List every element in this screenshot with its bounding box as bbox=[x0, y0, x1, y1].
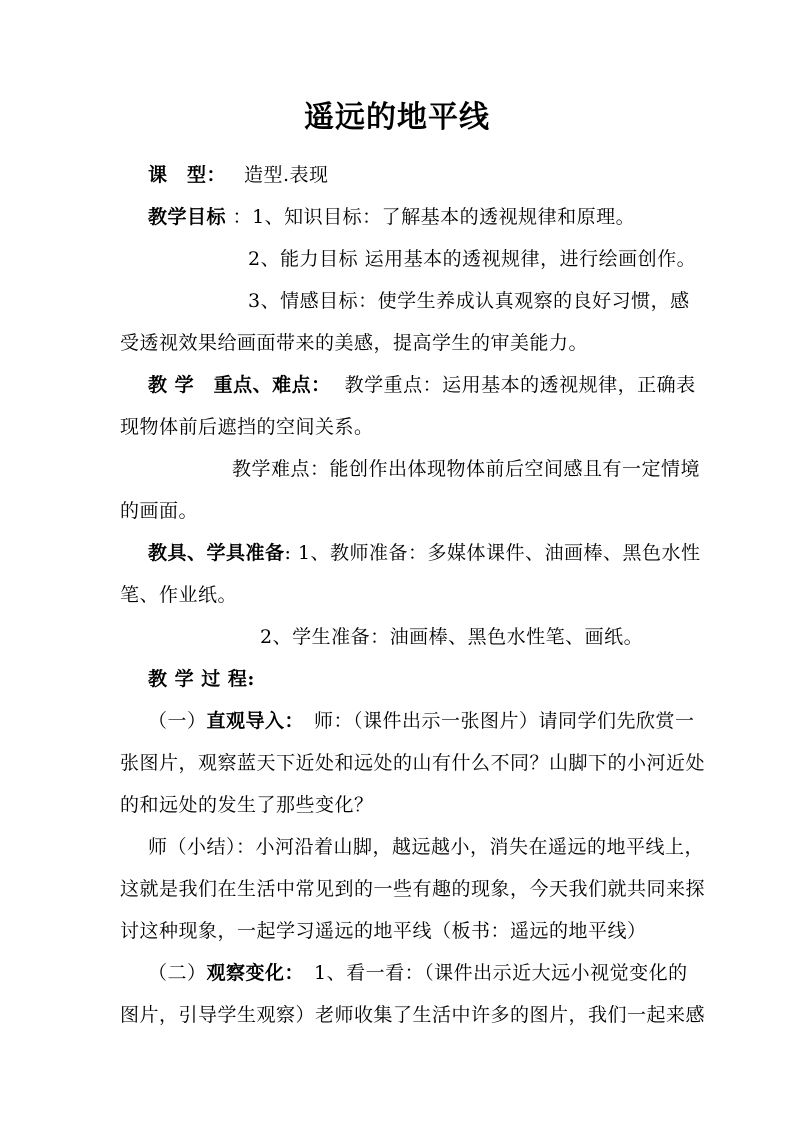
observe-label: 观察变化： bbox=[206, 962, 305, 984]
course-type-paragraph bbox=[120, 154, 680, 196]
summary-line-3: 讨这种现象，一起学习遥远的地平线（板书：遥远的地平线） bbox=[120, 920, 647, 942]
intro-prefix: （一） bbox=[148, 710, 207, 732]
observe-line-1: 1、看一看：（课件出示近大远小视觉变化的 bbox=[314, 962, 688, 984]
student-materials-paragraph bbox=[120, 616, 680, 658]
objective-item-3-line-2: 受透视效果给画面带来的美感，提高学生的审美能力。 bbox=[120, 332, 589, 354]
intro-paragraph bbox=[120, 700, 706, 826]
student-materials: 2、学生准备：油画棒、黑色水性笔、画纸。 bbox=[260, 626, 644, 648]
teacher-materials-line-1: : 1、教师准备：多媒体课件、油画棒、黑色水性 bbox=[284, 542, 701, 564]
summary-line-2: 这就是我们在生活中常见到的一些有趣的现象，今天我们就共同来探 bbox=[120, 878, 706, 900]
page-title: 遥远的地平线 bbox=[304, 100, 490, 135]
summary-paragraph bbox=[120, 826, 706, 952]
objective-item-2: 2、能力目标 运用基本的透视规律，进行绘画创作。 bbox=[248, 248, 697, 270]
objectives-label: 教学目标 bbox=[148, 206, 227, 228]
process-label: 教 学 过 程: bbox=[148, 668, 255, 690]
observe-prefix: （二） bbox=[148, 962, 207, 984]
objective-item-2-paragraph bbox=[120, 238, 697, 280]
materials-label: 教具、学具准备 bbox=[148, 542, 285, 564]
teaching-difficulty-line-2: 的画面。 bbox=[120, 500, 199, 522]
key-points-label: 教 学 重点、难点： bbox=[148, 374, 331, 396]
objectives-separator: ： bbox=[226, 206, 253, 228]
intro-line-1: 师：（课件出示一张图片）请同学们先欣赏一 bbox=[314, 710, 695, 732]
teaching-focus-line-2: 现物体前后遮挡的空间关系。 bbox=[120, 416, 374, 438]
objective-item-1: 1、知识目标：了解基本的透视规律和原理。 bbox=[252, 206, 636, 228]
intro-label: 直观导入： bbox=[206, 710, 305, 732]
observe-line-2: 图片，引导学生观察）老师收集了生活中许多的图片，我们一起来感 bbox=[120, 1004, 706, 1026]
process-heading-paragraph bbox=[120, 658, 680, 700]
teaching-difficulty-paragraph bbox=[120, 448, 701, 532]
observe-paragraph bbox=[120, 952, 706, 1036]
course-type-label: 课 型： bbox=[148, 164, 227, 186]
teaching-difficulty-line-1: 教学难点：能创作出体现物体前后空间感且有一定情境 bbox=[232, 458, 701, 480]
intro-line-3: 的和远处的发生了那些变化？ bbox=[120, 794, 374, 816]
teaching-focus-line-1: 教学重点：运用基本的透视规律，正确表 bbox=[344, 374, 696, 396]
course-type-value: 造型.表现 bbox=[244, 164, 329, 186]
objective-item-3-line-1: 3、情感目标：使学生养成认真观察的良好习惯，感 bbox=[248, 290, 690, 312]
objectives-paragraph bbox=[120, 196, 680, 238]
summary-line-1: 师（小结）：小河沿着山脚，越远越小，消失在遥远的地平线上， bbox=[148, 836, 705, 858]
objective-item-3-paragraph bbox=[120, 280, 690, 364]
key-points-paragraph bbox=[120, 364, 696, 448]
intro-line-2: 张图片，观察蓝天下近处和远处的山有什么不同？山脚下的小河近处 bbox=[120, 752, 706, 774]
teacher-materials-line-2: 笔、作业纸。 bbox=[120, 584, 238, 606]
materials-paragraph bbox=[120, 532, 701, 616]
